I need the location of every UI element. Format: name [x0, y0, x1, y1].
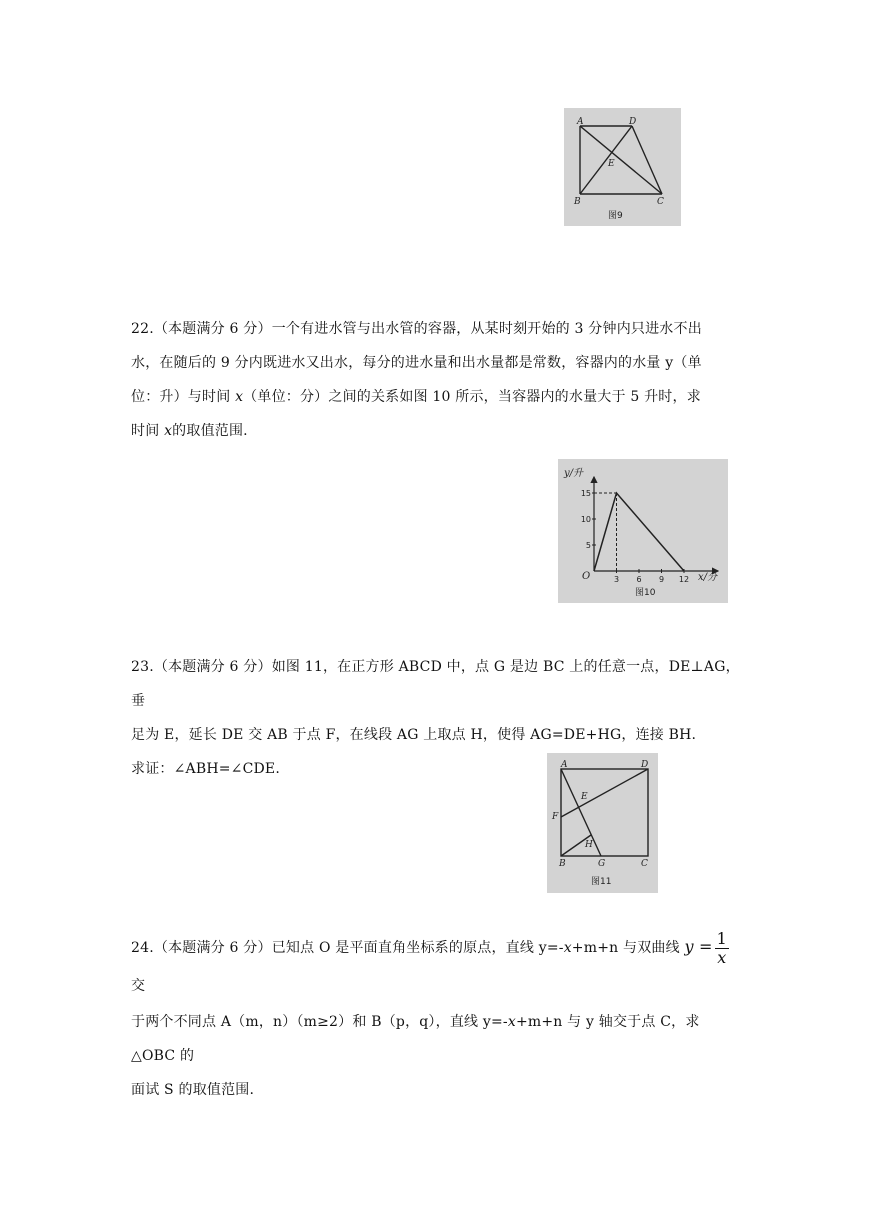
- x-tick-label: 6: [636, 575, 642, 584]
- label-F: F: [552, 812, 559, 822]
- y-tick-label: 15: [580, 489, 591, 498]
- y-axis-label: y/升: [564, 468, 584, 479]
- q22-text-3b: （单位：分）之间的关系如图 10 所示，当容器内的水量大于 5 升时，求: [243, 389, 701, 405]
- y-tick-label: 10: [580, 515, 591, 524]
- x-tick-label: 12: [678, 575, 690, 584]
- q24-number: 24.: [131, 940, 154, 956]
- figure-11-diagram: [547, 753, 658, 893]
- q24-line-3: 面试 S 的取值范围.: [131, 1082, 255, 1098]
- water-volume-line: [594, 493, 684, 571]
- label-B: B: [574, 197, 581, 207]
- label-E: E: [608, 159, 615, 169]
- q23-line-2: 足为 E，延长 DE 交 AB 于点 F，在线段 AG 上取点 H，使得 AG=DE+HG，连接 BH.: [131, 727, 697, 743]
- label-B: B: [559, 859, 566, 869]
- q24-text-2a: 于两个不同点 A（m，n）（m≥2）和 B（p，q），直线 y=-: [131, 1014, 508, 1030]
- x-tick-label: 3: [613, 575, 620, 584]
- figure-10: [558, 459, 728, 603]
- label-E: E: [581, 792, 588, 802]
- q24-score: （本题满分 6 分）: [153, 940, 272, 956]
- q24-var-x-2: x: [507, 1014, 516, 1030]
- figure-10-chart: [558, 459, 728, 603]
- q24-line-1: [131, 928, 741, 1005]
- figure-9-caption: 图9: [608, 211, 623, 221]
- x-axis-label: x/分: [698, 572, 718, 583]
- q23-number: 23.: [131, 659, 154, 675]
- origin-label: O: [582, 571, 591, 582]
- q22-number: 22.: [131, 321, 154, 337]
- x-tick-label: 9: [658, 575, 665, 584]
- q23-line-3: 求证：∠ABH=∠CDE.: [131, 761, 281, 777]
- label-D: D: [641, 760, 649, 770]
- q24-fraction-denominator: x: [717, 947, 727, 967]
- label-C: C: [641, 859, 648, 869]
- figure-11-caption: 图11: [591, 877, 612, 887]
- q24-line-2: [131, 1005, 741, 1073]
- q22-line-4: [131, 414, 741, 448]
- figure-10-caption: 图10: [635, 588, 656, 598]
- q22-text-4b: 的取值范围.: [172, 423, 248, 439]
- q22-line-2: 水，在随后的 9 分内既进水又出水，每分的进水量和出水量都是常数，容器内的水量 y（单: [131, 355, 702, 371]
- question-24: [131, 928, 741, 1107]
- q24-text-2b: +m+n 与 y 轴交于点 C，求△OBC 的: [131, 1014, 700, 1064]
- q24-fraction-numerator: 1: [716, 928, 727, 948]
- label-C: C: [657, 197, 664, 207]
- q22-line-3: [131, 380, 741, 414]
- figure-11: [547, 753, 658, 893]
- q22-text-3a: 位：升）与时间: [131, 389, 236, 405]
- q22-var-x: x: [235, 389, 244, 405]
- q22-score: （本题满分 6 分）: [153, 321, 272, 337]
- q22-line-1: [131, 312, 741, 346]
- q22-var-x-2: x: [164, 423, 173, 439]
- q24-text-1a: 已知点 O 是平面直角坐标系的原点，直线 y=-: [271, 940, 564, 956]
- q22-text-1: 一个有进水管与出水管的容器，从某时刻开始的 3 分钟内只进水不出: [271, 321, 702, 337]
- y-tick-label: 5: [585, 541, 591, 550]
- label-A: A: [577, 117, 584, 127]
- q24-fraction: [715, 930, 729, 967]
- q24-text-1c: 交: [131, 978, 146, 994]
- figure-9: [564, 108, 681, 226]
- q24-var-x: x: [563, 940, 572, 956]
- label-D: D: [629, 117, 637, 127]
- figure-9-diagram: [564, 108, 681, 226]
- q24-text-1b: +m+n 与双曲线: [571, 940, 680, 956]
- q23-text-1: 如图 11，在正方形 ABCD 中，点 G 是边 BC 上的任意一点，DE⊥AG，垂: [131, 659, 740, 709]
- q22-text-4a: 时间: [131, 423, 165, 439]
- label-G: G: [598, 859, 606, 869]
- label-A: A: [561, 760, 568, 770]
- q23-score: （本题满分 6 分）: [153, 659, 272, 675]
- question-22: [131, 312, 741, 448]
- q24-formula-y: y =: [684, 937, 713, 956]
- label-H: H: [585, 840, 593, 850]
- q23-line-1: [131, 650, 741, 718]
